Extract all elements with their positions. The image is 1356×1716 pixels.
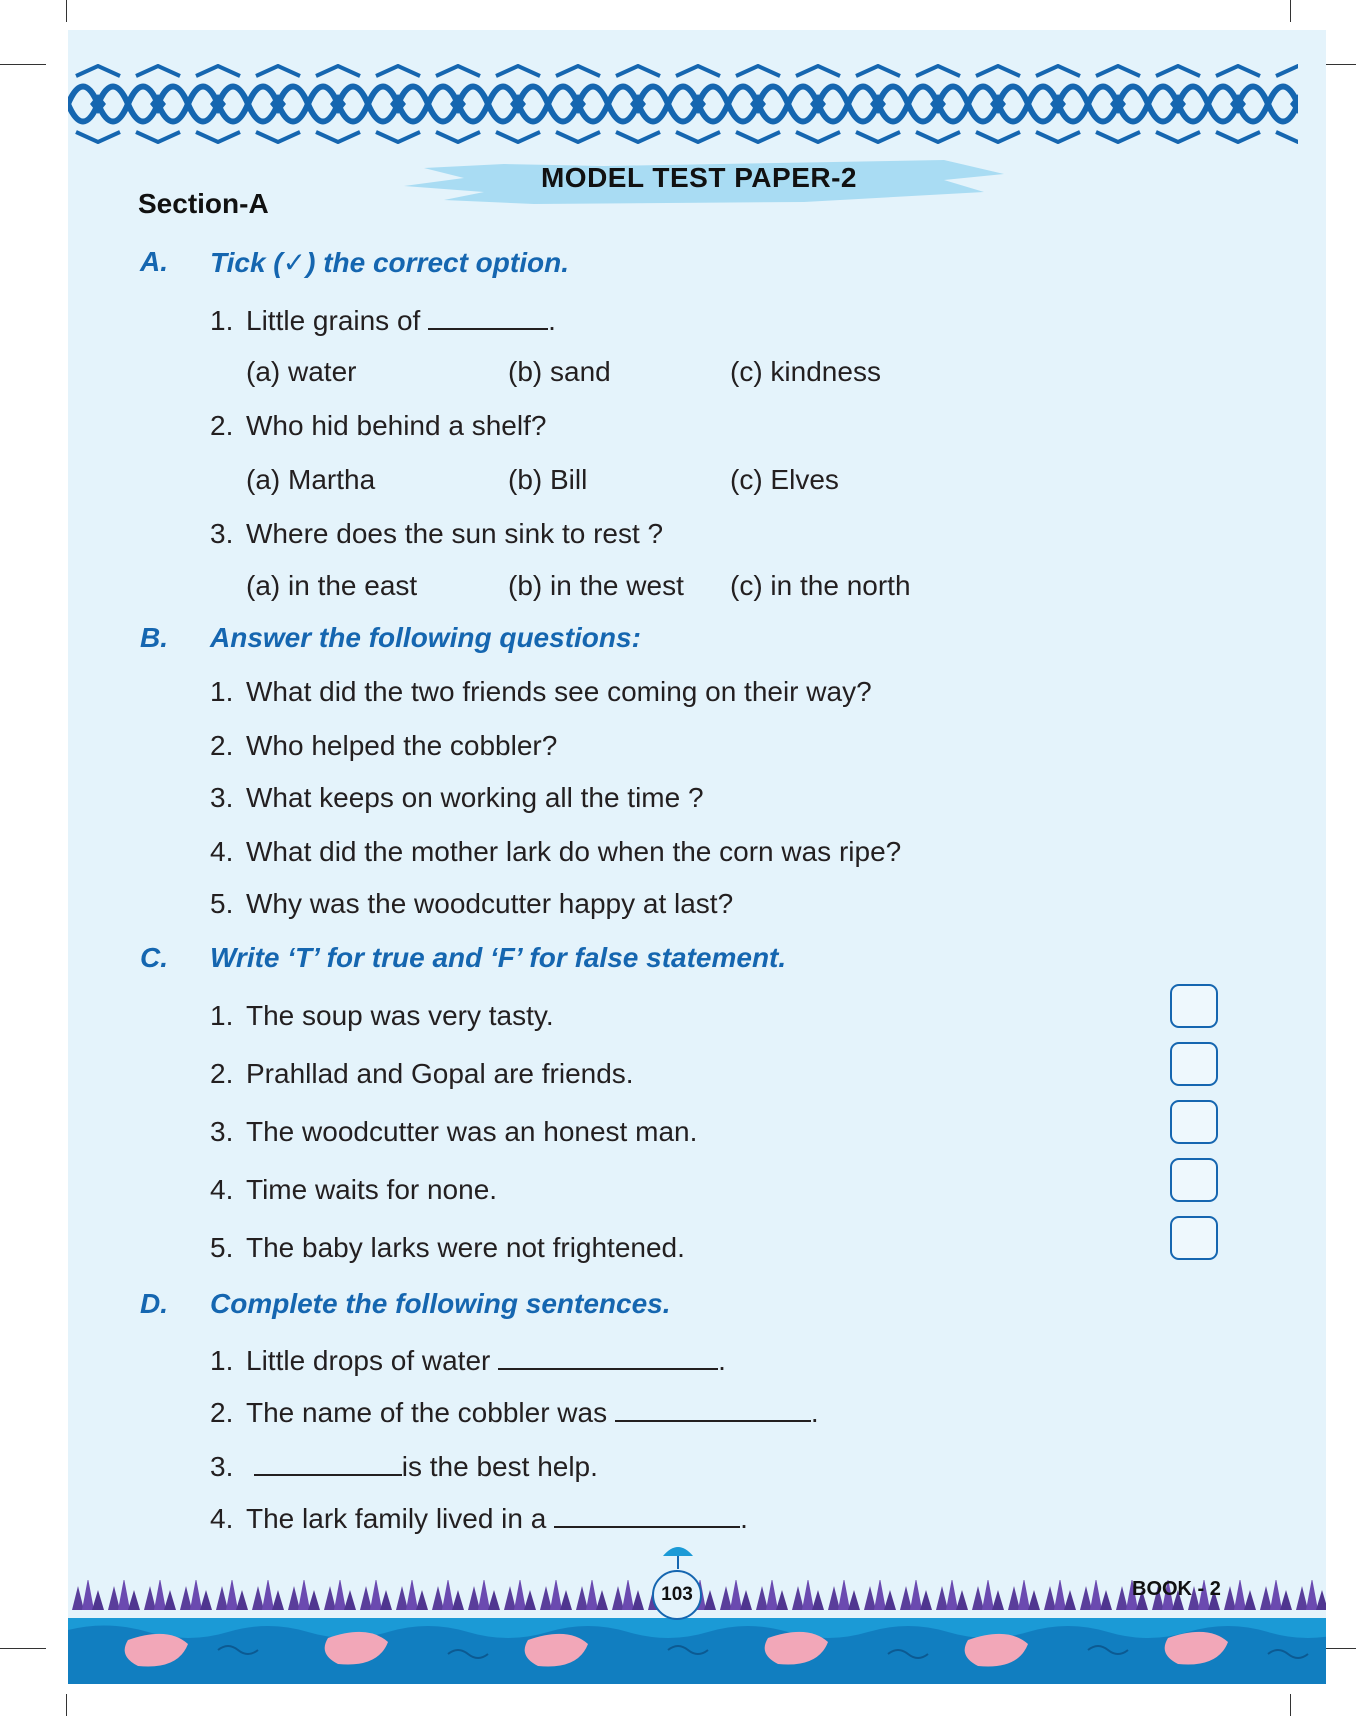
sentence-item: 2. The name of the cobbler was . <box>210 1394 819 1429</box>
sentence-item: 3. is the best help. <box>210 1448 598 1483</box>
heading-letter: C. <box>140 942 168 973</box>
crop-mark <box>66 1694 67 1716</box>
worksheet-page <box>68 30 1326 1684</box>
heading-letter: B. <box>140 622 168 653</box>
answer-blank[interactable] <box>554 1500 740 1528</box>
option-b[interactable]: (b) sand <box>508 356 611 387</box>
crop-mark <box>1290 0 1291 22</box>
crop-mark <box>1290 1694 1291 1716</box>
question-item: 3. Where does the sun sink to rest ? <box>210 518 664 549</box>
sentence-item: 1. Little drops of water . <box>210 1342 726 1377</box>
question-item: 1. What did the two friends see coming on their way? <box>210 676 872 707</box>
option-a[interactable]: (a) water <box>246 356 357 387</box>
statement-item: 1. The soup was very tasty. <box>210 1000 554 1031</box>
answer-box[interactable] <box>1170 1158 1218 1202</box>
heading-text: Answer the following questions: <box>210 622 641 653</box>
statement-item: 3. The woodcutter was an honest man. <box>210 1116 698 1147</box>
heading-text: Complete the following sentences. <box>210 1288 671 1319</box>
question-item: 2. Who helped the cobbler? <box>210 730 558 761</box>
statement-item: 5. The baby larks were not frightened. <box>210 1232 685 1263</box>
question-item: 1. Little grains of . <box>210 302 556 337</box>
title-banner <box>384 130 1014 226</box>
page-title: MODEL TEST PAPER-2 <box>540 162 857 193</box>
question-item: 4. What did the mother lark do when the corn was ripe? <box>210 836 902 867</box>
question-item: 2. Who hid behind a shelf? <box>210 410 547 441</box>
answer-blank[interactable] <box>428 302 548 330</box>
option-c[interactable]: (c) in the north <box>730 570 911 601</box>
option-c[interactable]: (c) kindness <box>730 356 881 387</box>
crop-mark <box>0 1648 46 1649</box>
book-label: BOOK - 2 <box>1132 1578 1221 1600</box>
answer-box[interactable] <box>1170 984 1218 1028</box>
page-number: 103 <box>652 1570 702 1620</box>
option-c[interactable]: (c) Elves <box>730 464 839 495</box>
answer-blank[interactable] <box>254 1448 402 1476</box>
heading-text: Write ‘T’ for true and ‘F’ for false statement. <box>210 942 787 973</box>
section-heading: Section-A <box>138 188 269 219</box>
statement-item: 2. Prahllad and Gopal are friends. <box>210 1058 634 1089</box>
option-b[interactable]: (b) in the west <box>508 570 684 601</box>
answer-box[interactable] <box>1170 1042 1218 1086</box>
option-a[interactable]: (a) in the east <box>246 570 418 601</box>
umbrella-icon <box>661 1542 695 1570</box>
answer-box[interactable] <box>1170 1216 1218 1260</box>
statement-item: 4. Time waits for none. <box>210 1174 498 1205</box>
crop-mark <box>0 64 46 65</box>
answer-box[interactable] <box>1170 1100 1218 1144</box>
heading-letter: D. <box>140 1288 168 1319</box>
crop-mark <box>66 0 67 22</box>
question-item: 3. What keeps on working all the time ? <box>210 782 704 813</box>
answer-blank[interactable] <box>498 1342 718 1370</box>
answer-blank[interactable] <box>615 1394 811 1422</box>
heading-text: Tick (✓) the correct option. <box>210 247 569 278</box>
option-a[interactable]: (a) Martha <box>246 464 376 495</box>
option-b[interactable]: (b) Bill <box>508 464 588 495</box>
heading-letter: A. <box>140 246 168 277</box>
sentence-item: 4. The lark family lived in a . <box>210 1500 748 1535</box>
question-item: 5. Why was the woodcutter happy at last? <box>210 888 734 919</box>
